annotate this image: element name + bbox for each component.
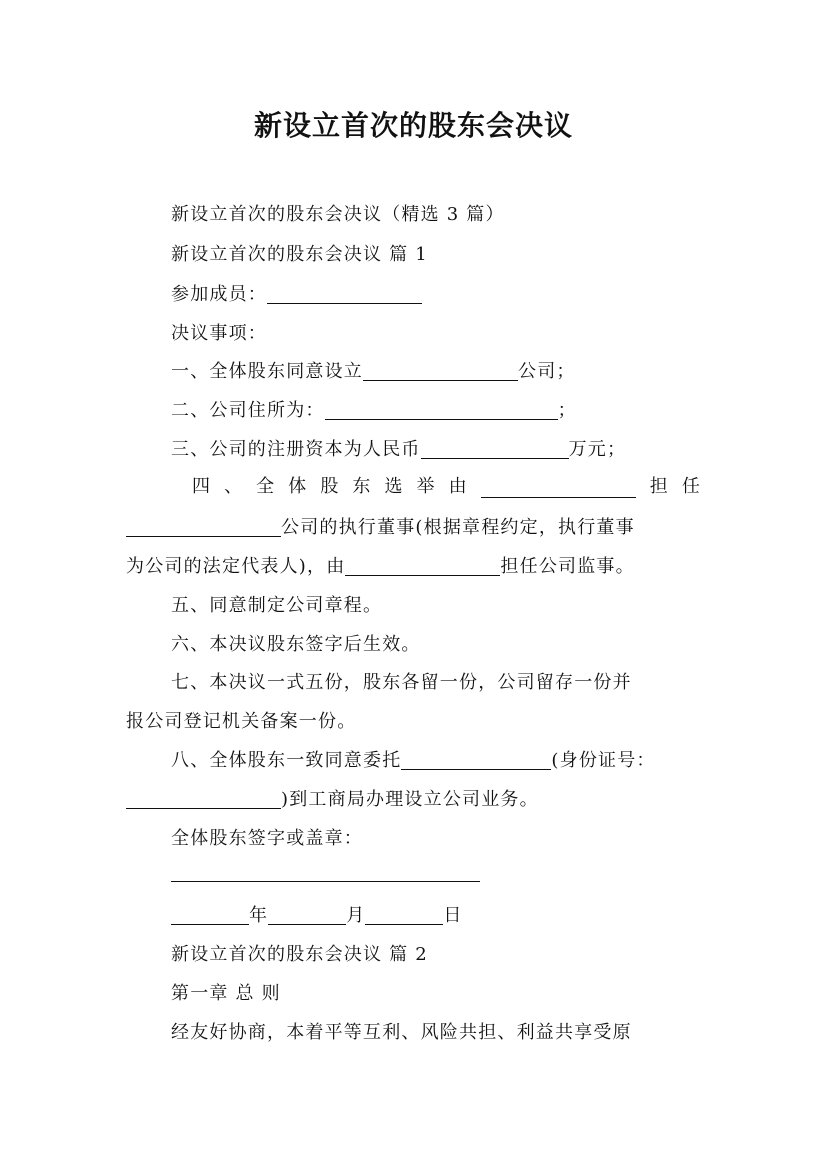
item-4-char: 东 [352,476,371,497]
item-4-char: 由 [448,476,467,497]
signature-label: 全体股东签字或盖章： [171,828,363,849]
item-8-line-2-text: )到工商局办理设立公司业务。 [281,789,539,810]
item-4-char: 全 [256,476,275,497]
participants-blank [267,285,422,304]
item-3-suffix: 万元； [568,439,627,460]
item-4-char: 体 [288,476,307,497]
capital-blank [421,440,569,459]
item-4-line-3-suffix: 担任公司监事。 [500,556,635,577]
chapter-1-heading: 第一章 总 则 [171,983,281,1004]
item-4-char: 股 [320,476,339,497]
item-5: 五、同意制定公司章程。 [171,595,383,616]
year-blank [171,906,249,925]
participants-line [171,280,422,306]
id-number-blank [126,790,281,809]
item-4-line-2-text: 公司的执行董事(根据章程约定，执行董事 [281,517,635,538]
day-label: 日 [443,905,463,926]
item-4-char: 任 [681,476,700,497]
item-4-line-3-text: 为公司的法定代表人)，由 [126,556,346,577]
item-1-text: 一、全体股东同意设立 [171,361,363,382]
item-4-char: 担 [649,476,668,497]
item-3 [171,435,626,461]
month-blank [268,906,346,925]
part2-heading: 新设立首次的股东会决议 篇 2 [171,944,428,965]
item-2-text: 二、公司住所为： [171,400,325,421]
item-1 [171,357,576,383]
item-2-suffix: ； [557,400,577,421]
item-2 [171,396,577,422]
month-label: 月 [346,905,366,926]
part1-heading: 新设立首次的股东会决议 篇 1 [171,244,428,265]
item-4-line-3 [126,552,635,578]
signature-blank [171,863,480,882]
item-3-text: 三、公司的注册资本为人民币 [171,439,421,460]
date-line [171,901,463,927]
address-blank [325,401,558,420]
item-7-line-2: 报公司登记机关备案一份。 [126,711,357,732]
item-7-line-1: 七、本决议一式五份，股东各留一份，公司留存一份并 [171,672,632,693]
item-6: 六、本决议股东签字后生效。 [171,634,421,655]
item-8-id-label: (身份证号： [551,750,656,771]
document-subtitle: 新设立首次的股东会决议（精选 3 篇） [171,204,505,225]
item-8-line-1 [171,746,656,772]
supervisor-blank [345,557,500,576]
chapter-1-text: 经友好协商，本着平等互利、风险共担、利益共享受原 [171,1022,632,1043]
item-1-suffix: 公司； [518,361,576,382]
signature-line [171,862,480,883]
participants-label: 参加成员： [171,284,267,305]
day-blank [365,906,443,925]
director-blank [481,479,636,498]
document-title: 新设立首次的股东会决议 [253,109,573,142]
item-4-char: 、 [224,476,243,497]
company-blank-2 [126,518,281,537]
year-label: 年 [249,905,269,926]
item-4-char: 选 [384,476,403,497]
matters-label: 决议事项： [171,323,267,344]
item-4-line-1 [192,472,700,498]
item-4-char: 四 [192,476,210,497]
proxy-blank [401,751,551,770]
item-4-line-2 [126,513,635,539]
company-name-blank [363,362,518,381]
item-8-line-2 [126,785,539,811]
item-8-text: 八、全体股东一致同意委托 [171,750,402,771]
item-4-char: 举 [416,476,435,497]
